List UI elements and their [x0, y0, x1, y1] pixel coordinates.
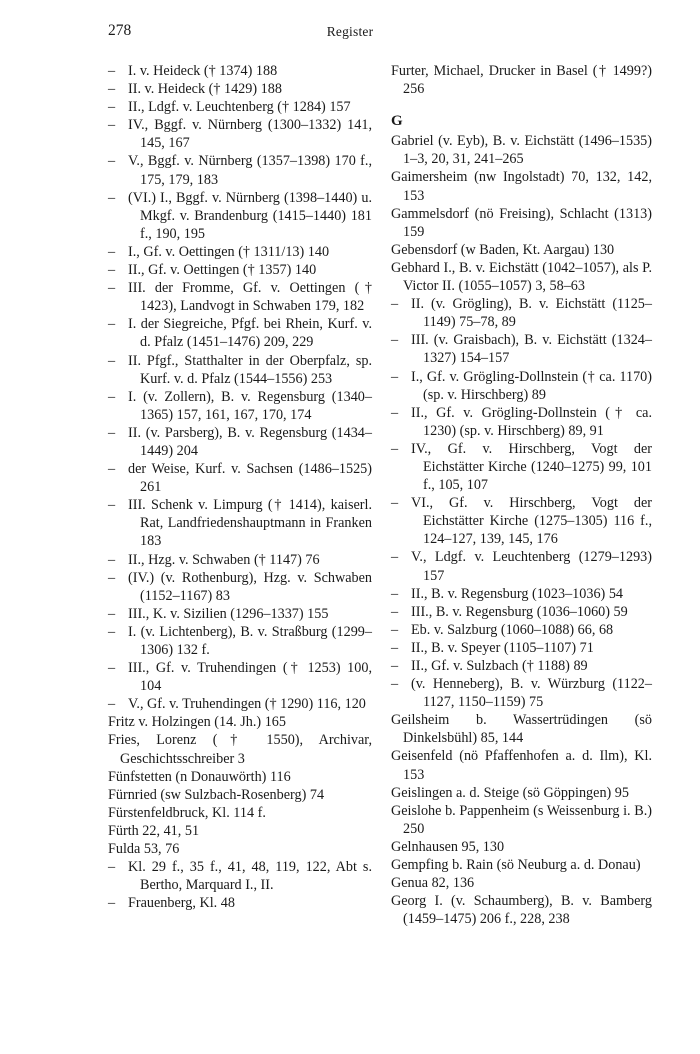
index-subentry-text: III. der Fromme, Gf. v. Oettingen († 1423), Landvogt in Schwaben 179, 182 [128, 280, 372, 315]
index-subentry [108, 261, 372, 279]
index-subentry [108, 460, 372, 496]
index-subentry-text: I. v. Heideck († 1374) 188 [128, 63, 278, 79]
index-subentry [108, 315, 372, 351]
index-subentry [108, 424, 372, 460]
right-column [391, 62, 652, 928]
subentry-dash: – [108, 424, 116, 441]
index-subentry [108, 62, 372, 80]
index-subentry [391, 440, 652, 494]
index-subentry-text: Frauenberg, Kl. 48 [128, 895, 235, 912]
index-subentry-text: IV., Gf. v. Hirschberg, Vogt der Eichstätter Kirche (1240–1275) 99, 101 f., 105, 107 [411, 440, 652, 494]
index-subentry [108, 189, 372, 243]
index-entry: Geilsheim b. Wassertrüdingen (sö Dinkelsbühl) 85, 144 [391, 712, 652, 747]
index-subentry-text: II. v. Heideck († 1429) 188 [128, 81, 282, 98]
subentry-dash: – [108, 243, 116, 260]
subentry-dash: – [108, 280, 116, 297]
subentry-dash: – [391, 549, 399, 566]
index-entry: Furter, Michael, Drucker in Basel († 1499?) 256 [391, 63, 652, 98]
index-subentry [108, 116, 372, 152]
index-subentry-text: I., Gf. v. Grögling-Dollnstein († ca. 1170) (sp. v. Hirschberg) 89 [411, 368, 652, 403]
index-entry: Fritz v. Holzingen (14. Jh.) 165 [108, 714, 286, 731]
index-subentry-text: I. (v. Zollern), B. v. Regensburg (1340–1365) 157, 161, 167, 170, 174 [128, 388, 372, 423]
subentry-dash: – [108, 605, 116, 622]
index-subentry [108, 152, 372, 188]
index-subentry [391, 585, 652, 603]
index-subentry-text: V., Bggf. v. Nürnberg (1357–1398) 170 f., 175, 179, 183 [128, 153, 372, 188]
subentry-dash: – [108, 497, 116, 514]
index-subentry-text: II. (v. Grögling), B. v. Eichstätt (1125–1149) 75–78, 89 [411, 296, 652, 331]
index-subentry-text: III., Gf. v. Truhendingen († 1253) 100, 104 [128, 660, 372, 695]
index-subentry [391, 404, 652, 440]
index-entry: Gammelsdorf (nö Freising), Schlacht (1313) 159 [391, 205, 652, 240]
index-subentry [108, 80, 372, 98]
subentry-dash: – [108, 117, 116, 134]
index-entry: Georg I. (v. Schaumberg), B. v. Bamberg (1459–1475) 206 f., 228, 238 [391, 893, 652, 928]
index-subentry [391, 603, 652, 621]
index-subentry [108, 605, 372, 623]
index-subentry-text: II., B. v. Speyer (1105–1107) 71 [411, 639, 594, 656]
index-subentry [108, 279, 372, 315]
index-subentry-text: II., Gf. v. Sulzbach († 1188) 89 [411, 658, 588, 674]
index-subentry-text: Kl. 29 f., 35 f., 41, 48, 119, 122, Abt s. Bertho, Marquard I., II. [128, 859, 372, 894]
subentry-dash: – [108, 623, 116, 640]
index-subentry-text: II., Ldgf. v. Leuchtenberg († 1284) 157 [128, 99, 351, 116]
running-head: Register [326, 24, 374, 39]
index-subentry-text: III. (v. Graisbach), B. v. Eichstätt (1324–1327) 154–157 [411, 332, 652, 367]
index-subentry [391, 657, 652, 675]
subentry-dash: – [391, 676, 399, 693]
index-subentry-text: III., B. v. Regensburg (1036–1060) 59 [411, 603, 628, 620]
index-subentry-text: II., Hzg. v. Schwaben († 1147) 76 [128, 551, 320, 568]
index-entry: Fünfstetten (n Donauwörth) 116 [108, 768, 291, 785]
index-subentry-text: III. Schenk v. Limpurg († 1414), kaiserl. Rat, Landfriedenshauptmann in Franken 183 [128, 497, 372, 550]
index-entry: Fulda 53, 76 [108, 841, 180, 858]
index-subentry-text: II., Gf. v. Grögling-Dollnstein († ca. 1230) (sp. v. Hirschberg) 89, 91 [411, 404, 652, 439]
index-entry: Gabriel (v. Eyb), B. v. Eichstätt (1496–1535) 1–3, 20, 31, 241–265 [391, 133, 652, 168]
index-entry: Fürnried (sw Sulzbach-Rosenberg) 74 [108, 786, 325, 803]
index-subentry [108, 659, 372, 695]
page-number: 278 [108, 22, 132, 39]
index-subentry [108, 352, 372, 388]
subentry-dash: – [391, 621, 399, 638]
index-entry: Gaimersheim (nw Ingolstadt) 70, 132, 142, 153 [391, 169, 652, 204]
left-column [108, 62, 372, 912]
subentry-dash: – [108, 569, 116, 586]
subentry-dash: – [108, 262, 116, 279]
index-entry: Fürstenfeldbruck, Kl. 114 f. [108, 804, 266, 821]
index-subentry [108, 496, 372, 550]
subentry-dash: – [391, 440, 399, 457]
subentry-dash: – [391, 658, 399, 674]
index-subentry [108, 388, 372, 424]
index-subentry [108, 695, 372, 713]
subentry-dash: – [391, 332, 399, 349]
index-subentry [108, 894, 372, 912]
index-subentry [391, 295, 652, 331]
index-subentry-text: Eb. v. Salzburg (1060–1088) 66, 68 [411, 621, 614, 638]
subentry-dash: – [108, 99, 116, 116]
index-subentry-text: (v. Henneberg), B. v. Würzburg (1122–1127, 1150–1159) 75 [411, 676, 652, 711]
index-subentry [391, 621, 652, 639]
subentry-dash: – [391, 639, 399, 656]
subentry-dash: – [108, 551, 116, 568]
index-subentry-text: II., B. v. Regensburg (1023–1036) 54 [411, 585, 624, 602]
index-subentry [108, 623, 372, 659]
subentry-dash: – [108, 189, 116, 206]
subentry-dash: – [108, 316, 116, 333]
index-entry: Geisenfeld (nö Pfaffenhofen a. d. Ilm), Kl. 153 [391, 748, 652, 783]
index-subentry-text: V., Ldgf. v. Leuchtenberg (1279–1293) 157 [411, 549, 652, 584]
subentry-dash: – [108, 895, 116, 912]
index-subentry-text: (IV.) (v. Rothenburg), Hzg. v. Schwaben (1152–1167) 83 [128, 569, 372, 604]
section-letter: G [391, 113, 403, 130]
subentry-dash: – [108, 461, 116, 478]
index-subentry-text: I. (v. Lichtenberg), B. v. Straßburg (1299–1306) 132 f. [128, 623, 372, 658]
index-subentry [391, 331, 652, 367]
index-subentry-text: III., K. v. Sizilien (1296–1337) 155 [128, 605, 329, 622]
index-subentry-text: I. der Siegreiche, Pfgf. bei Rhein, Kurf. v. d. Pfalz (1451–1476) 209, 229 [128, 316, 372, 351]
index-subentry [391, 548, 652, 584]
subentry-dash: – [391, 404, 399, 421]
index-subentry-text: IV., Bggf. v. Nürnberg (1300–1332) 141, 145, 167 [128, 117, 372, 152]
subentry-dash: – [391, 585, 399, 602]
index-subentry [391, 368, 652, 404]
subentry-dash: – [391, 368, 399, 385]
subentry-dash: – [108, 63, 116, 79]
subentry-dash: – [108, 81, 116, 98]
index-entry: Gebensdorf (w Baden, Kt. Aargau) 130 [391, 241, 615, 258]
index-entry: Geislohe b. Pappenheim (s Weissenburg i. B.) 250 [391, 802, 652, 837]
subentry-dash: – [108, 859, 116, 876]
subentry-dash: – [108, 153, 116, 170]
subentry-dash: – [108, 352, 116, 369]
index-subentry [391, 494, 652, 548]
index-subentry-text: II. (v. Parsberg), B. v. Regensburg (1434–1449) 204 [128, 424, 372, 459]
index-entry: Genua 82, 136 [391, 875, 475, 892]
subentry-dash: – [391, 603, 399, 620]
index-subentry-text: (VI.) I., Bggf. v. Nürnberg (1398–1440) u. Mkgf. v. Brandenburg (1415–1440) 181 f., 190, 195 [128, 189, 372, 242]
index-subentry-text: der Weise, Kurf. v. Sachsen (1486–1525) 261 [128, 461, 372, 496]
index-entry: Geislingen a. d. Steige (sö Göppingen) 95 [391, 784, 629, 801]
index-subentry [391, 639, 652, 657]
index-subentry [108, 858, 372, 894]
index-entry: Gempfing b. Rain (sö Neuburg a. d. Donau) [391, 857, 641, 874]
index-entry: Fries, Lorenz († 1550), Archivar, Geschichtsschreiber 3 [108, 732, 372, 767]
index-subentry [391, 675, 652, 711]
subentry-dash: – [391, 296, 399, 313]
subentry-dash: – [108, 388, 116, 405]
index-subentry-text: V., Gf. v. Truhendingen († 1290) 116, 120 [128, 696, 366, 713]
subentry-dash: – [108, 696, 116, 713]
index-subentry-text: II. Pfgf., Statthalter in der Oberpfalz, sp. Kurf. v. d. Pfalz (1544–1556) 253 [128, 352, 372, 387]
subentry-dash: – [108, 660, 116, 677]
index-subentry [108, 98, 372, 116]
index-subentry [108, 243, 372, 261]
index-entry: Gelnhausen 95, 130 [391, 838, 505, 855]
index-subentry-text: I., Gf. v. Oettingen († 1311/13) 140 [128, 243, 330, 260]
index-subentry [108, 569, 372, 605]
index-subentry [108, 551, 372, 569]
index-entry: Gebhard I., B. v. Eichstätt (1042–1057), als P. Victor II. (1055–1057) 3, 58–63 [391, 259, 652, 295]
index-subentry-text: VI., Gf. v. Hirschberg, Vogt der Eichstätter Kirche (1275–1305) 116 f., 124–127, 139, 145, 176 [411, 495, 652, 548]
subentry-dash: – [391, 495, 399, 512]
index-entry: Fürth 22, 41, 51 [108, 822, 200, 839]
index-subentry-text: II., Gf. v. Oettingen († 1357) 140 [128, 262, 317, 279]
